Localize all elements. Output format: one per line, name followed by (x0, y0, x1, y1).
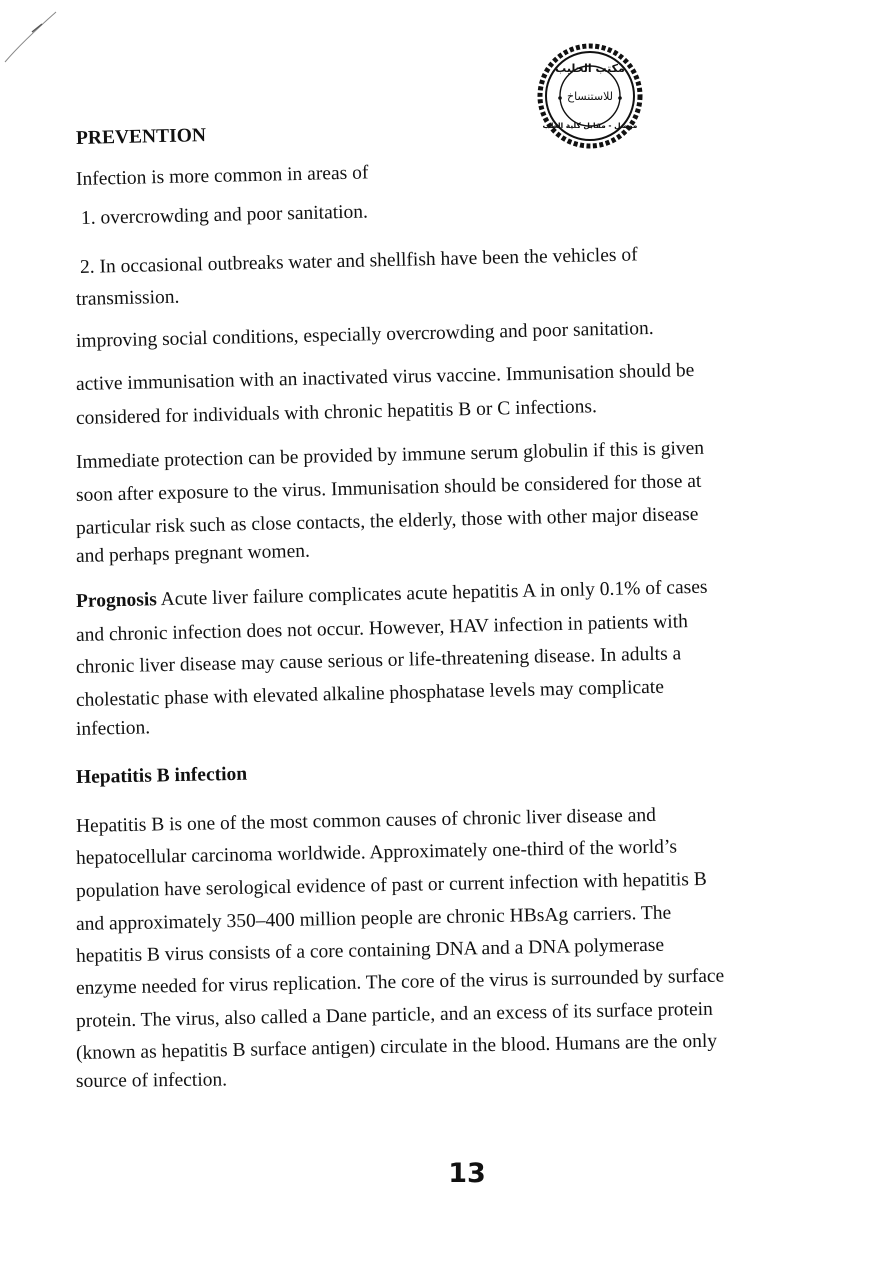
prognosis-line-2: and chronic infection does not occur. However, HAV infection in patients with (75, 611, 689, 646)
stamp-seal (536, 42, 644, 150)
prevention-intro: Infection is more common in areas of (75, 162, 369, 190)
stamp-text-top: مكتب الحليب (555, 62, 625, 75)
prognosis-line-1-text: Acute liver failure complicates acute hepatitis A in only 0.1% of cases (156, 576, 708, 611)
prevention-heading: PREVENTION (75, 125, 207, 149)
hepatitis-b-line-9: source of infection. (75, 1069, 228, 1092)
prognosis-line-1 (76, 576, 708, 614)
prevention-active-line-1: active immunisation with an inactivated virus vaccine. Immunisation should be (75, 359, 695, 395)
prevention-item-2-line-2: transmission. (75, 286, 180, 310)
prevention-item-2-line-1: 2. In occasional outbreaks water and shellfish have been the vehicles of (79, 244, 638, 278)
stamp-text-middle: للاستنساخ (566, 90, 614, 103)
prognosis-line-3: chronic liver disease may cause serious or life-threatening disease. In adults a (75, 643, 682, 678)
prevention-social-paragraph: improving social conditions, especially overcrowding and poor sanitation. (75, 317, 654, 352)
prevention-item-1: 1. overcrowding and poor sanitation. (80, 201, 369, 229)
hepatitis-b-line-1: Hepatitis B is one of the most common causes of chronic liver disease and (75, 804, 657, 837)
hepatitis-b-line-4: and approximately 350–400 million people are chronic HBsAg carriers. The (75, 902, 672, 935)
hepatitis-b-heading: Hepatitis B infection (75, 763, 248, 788)
hepatitis-b-line-3: population have serological evidence of past or current infection with hepatitis B (75, 868, 707, 902)
hepatitis-b-line-8: (known as hepatitis B surface antigen) circulate in the blood. Humans are the only (75, 1030, 718, 1064)
prevention-immediate-line-2: soon after exposure to the virus. Immunisation should be considered for those at (75, 470, 702, 506)
hepatitis-b-line-5: hepatitis B virus consists of a core containing DNA and a DNA polymerase (75, 934, 665, 967)
prognosis-label: Prognosis (75, 589, 158, 612)
page-number: 13 (448, 1158, 486, 1189)
prognosis-line-5: infection. (75, 717, 151, 740)
prevention-immediate-line-3: particular risk such as close contacts, the elderly, those with other major disease (75, 503, 699, 539)
hepatitis-b-line-7: protein. The virus, also called a Dane particle, and an excess of its surface protein (75, 998, 714, 1032)
prognosis-line-4: cholestatic phase with elevated alkaline phosphatase levels may complicate (75, 676, 665, 711)
prevention-immediate-line-4: and perhaps pregnant women. (75, 540, 311, 567)
stamp-text-bottom: موصل - مقابل كلية الطب (542, 121, 638, 130)
hepatitis-b-line-2: hepatocellular carcinoma worldwide. Approximately one-third of the world’s (75, 836, 678, 869)
prevention-active-line-2: considered for individuals with chronic hepatitis B or C infections. (75, 396, 598, 429)
scan-artifact-stroke (2, 4, 62, 64)
hepatitis-b-line-6: enzyme needed for virus replication. The core of the virus is surrounded by surface (75, 965, 725, 999)
prevention-immediate-line-1: Immediate protection can be provided by immune serum globulin if this is given (75, 437, 705, 473)
